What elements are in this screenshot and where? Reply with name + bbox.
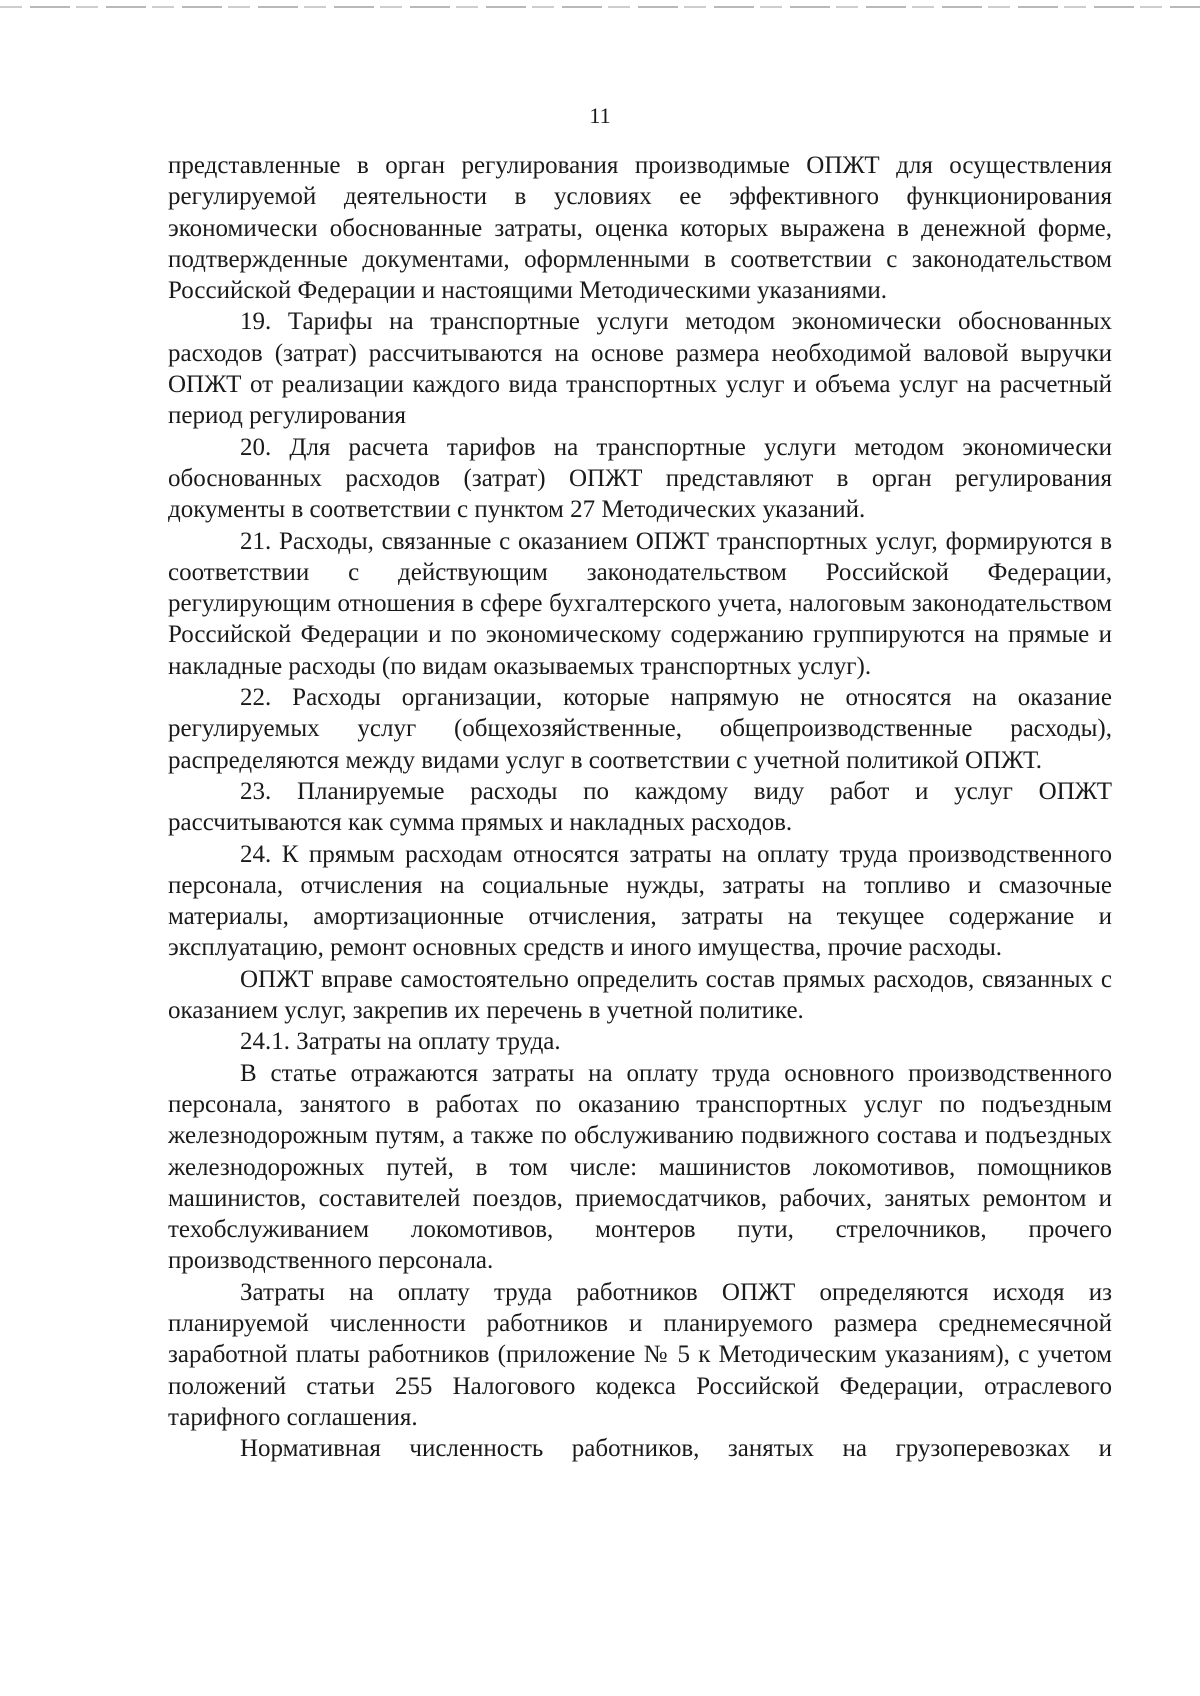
paragraph-21: 21. Расходы, связанные с оказанием ОПЖТ транспортных услуг, формируются в соответствии с действующим законодательством Российской Федерации, регулирующим отношения в сфере бухгалтерского учета, налоговым законодательством Российской Федерации и по экономическому содержанию группируются на прямые и накладные расходы (по видам оказываемых транспортных услуг). [168,527,1112,680]
paragraph-23: 23. Планируемые расходы по каждому виду работ и услуг ОПЖТ рассчитываются как сумма прямых и накладных расходов. [168,777,1112,837]
paragraph-24-1-heading: 24.1. Затраты на оплату труда. [240,1028,561,1056]
document-body [168,150,1112,1464]
scan-edge-artifact [0,6,1200,8]
paragraph-opzht-direct-costs: ОПЖТ вправе самостоятельно определить состав прямых расходов, связанных с оказанием услуг, закрепив их перечень в учетной политике. [168,965,1112,1025]
paragraph-19: 19. Тарифы на транспортные услуги методом экономически обоснованных расходов (затрат) рассчитываются на основе размера необходимой валовой выручки ОПЖТ от реализации каждого вида транспортных услуг и объема услуг на расчетный период регулирования [168,308,1112,430]
paragraph-labor-costs-calculation: Затраты на оплату труда работников ОПЖТ определяются исходя из планируемой численности работников и планируемого размера среднемесячной заработной платы работников (приложение № 5 к Методическим указаниям), с учетом положений статьи 255 Налогового кодекса Российской Федерации, отраслевого тарифного соглашения. [168,1278,1112,1431]
paragraph-normative-headcount: Нормативная численность работников, занятых на грузоперевозках и [240,1435,1112,1463]
paragraph-continuation: представленные в орган регулирования производимые ОПЖТ для осуществления регулируемой деятельности в условиях ее эффективного функционирования экономически обоснованные затраты, оценка которых выражена в денежной форме, подтвержденные документами, оформленными в соответствии с законодательством Российской Федерации и настоящими Методическими указаниями. [168,152,1112,305]
paragraph-22: 22. Расходы организации, которые напрямую не относятся на оказание регулируемых услуг (общехозяйственные, общепроизводственные расходы), распределяются между видами услуг в соответствии с учетной политикой ОПЖТ. [168,684,1112,774]
paragraph-24: 24. К прямым расходам относятся затраты на оплату труда производственного персонала, отчисления на социальные нужды, затраты на топливо и смазочные материалы, амортизационные отчисления, затраты на текущее содержание и эксплуатацию, ремонт основных средств и иного имущества, прочие расходы. [168,840,1112,962]
page-number: 11 [589,103,611,128]
paragraph-labor-costs-article: В статье отражаются затраты на оплату труда основного производственного персонала, занятого в работах по оказанию транспортных услуг по подъездным железнодорожным путям, а также по обслуживанию подвижного состава и подъездных железнодорожных путей, в том числе: машинистов локомотивов, помощников машинистов, составителей поездов, приемосдатчиков, рабочих, занятых ремонтом и техобслуживанием локомотивов, монтеров пути, стрелочников, прочего производственного персонала. [168,1059,1112,1275]
paragraph-20: 20. Для расчета тарифов на транспортные услуги методом экономически обоснованных расходов (затрат) ОПЖТ представляют в орган регулирования документы в соответствии с пунктом 27 Методических указаний. [168,433,1112,524]
